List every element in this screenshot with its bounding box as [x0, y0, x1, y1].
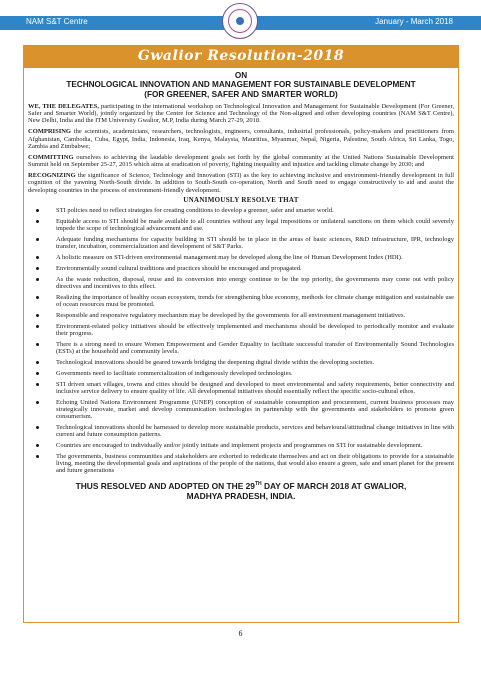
paragraph-delegates	[28, 103, 454, 125]
paragraph-lead: RECOGNIZING	[28, 171, 76, 179]
logo-ring	[228, 9, 252, 33]
paragraph-lead: COMMITTING	[28, 153, 74, 161]
page-number: 6	[238, 629, 243, 638]
list-item	[28, 207, 454, 214]
paragraph-recognizing	[28, 172, 454, 194]
list-item-text: As the waste reduction, disposal, reuse and its conversion into energy continue to be the top priority, the governments may come out with policy directives and incentives to this effect.	[56, 275, 454, 291]
list-item-text: Governments need to facilitate commercialization of indigenously developed technologies.	[56, 369, 293, 377]
list-item	[28, 341, 454, 356]
banner-title: Gwalior Resolution-2018	[137, 48, 345, 64]
list-item	[28, 323, 454, 338]
list-item	[28, 381, 454, 396]
header-issue-date: January - March 2018	[375, 17, 453, 26]
list-item-text: STI driven smart villages, towns and cities should be designed and developed to meet environmental and safety requirements, better connectivity and inclusive service delivery to ensure quality of life. All developmental initiatives should essentially reflect the specific socio-cultural ethos.	[56, 380, 454, 395]
bullet-icon	[36, 325, 39, 328]
bullet-icon	[36, 455, 39, 458]
paragraph-text: participating in the international workshop on Technological Innovation and Management for Sustainable Development (For Greener, Safer and Smarter World), jointly organized by the Centre for Science and Technology of the Non-aligned and other developing countries (NAM S&T Centre), New Delhi, India and the ITM University Gwalior, M.P, India during March 27-29, 2018.	[28, 102, 455, 125]
list-item-text: Equitable access to STI should be made available to all countries without any legal impositions or unilateral sanctions on them which could severely impede the scope of technological advancement and use.	[56, 217, 454, 233]
list-item-text: Countries are encouraged to individually and/or jointly initiate and implement projects and programmes on STI for sustainable development.	[56, 442, 423, 450]
bullet-icon	[36, 372, 39, 375]
bullet-icon	[36, 220, 39, 223]
list-item	[28, 265, 454, 272]
list-item	[28, 236, 454, 251]
bullet-icon	[36, 426, 39, 429]
list-item	[28, 453, 454, 475]
adoption-statement	[28, 479, 454, 501]
bullet-icon	[36, 314, 39, 317]
heading-line2: (FOR GREENER, SAFER AND SMARTER WORLD)	[144, 89, 338, 99]
list-item-text: There is a strong need to ensure Women Empowerment and Gender Equality to facilitate successful transfer of Environmentally Sound Technologies (ESTs) at the household and community levels.	[56, 340, 454, 356]
adoption-line1-start: THUS RESOLVED AND ADOPTED ON THE 29	[75, 480, 255, 491]
list-item	[28, 312, 454, 319]
bullet-icon	[36, 278, 39, 281]
paragraph-text: ourselves to achieving the laudable development goals set forth by the global community at the United Nations Sustainable Development Summit held on September 25-27, 2015 which aims at eradication of poverty, fighting inequality and injustice and tackling climate change by 2030; and	[28, 153, 454, 169]
bullet-icon	[36, 361, 39, 364]
list-item-text: Environment-related policy initiatives should be effectively implemented and mechanisms should be developed to periodically monitor and evaluate their progress.	[56, 322, 454, 338]
paragraph-text: the significance of Science, Technology and Innovation (STI) as the key to achieving inclusive and environment-friendly development in full cognition of the yawning North-South divide. In addition to South-South co-operation, North and South need to engage constructively to aid and assist the developing countries in the process of environment-friendly development.	[28, 171, 454, 194]
paragraph-lead: COMPRISING	[28, 128, 71, 136]
list-item-text: Realizing the importance of healthy ocean ecosystem, trends for strengthening blue economy, methods for climate change mitigation and sustainable use of ocean resources must be promoted.	[56, 293, 454, 309]
paragraph-lead: WE, THE DELEGATES,	[28, 102, 99, 110]
list-item-text: The governments, business communities and stakeholders are exhorted to rededicate themselves and act on their obligations to provide for a sustainable living, meeting the developmental goals and aspirations of the people of the nations, that would also ensure a green, safe and smart planet for the present and future generations	[56, 452, 454, 475]
bullet-icon	[36, 238, 39, 241]
list-item-text: Technological innovations should be harnessed to develop more sustainable products, services and behavioural/attitudinal change initiatives in line with current and future consumption patterns.	[56, 423, 454, 439]
paragraph-committing	[28, 154, 454, 169]
bullet-icon	[36, 296, 39, 299]
list-item-text: A holistic measure on STI-driven environmental management may be developed along the line of Human Development Index (HDI).	[56, 254, 403, 262]
list-item	[28, 254, 454, 261]
list-item	[28, 359, 454, 366]
resolution-banner	[23, 45, 459, 68]
list-item-text: Environmentally sound cultural traditions and practices should be encouraged and propagated.	[56, 264, 302, 272]
list-item-text: Adequate funding mechanisms for capacity building in STI should be in place in the areas of basic sciences, R&D infrastructure, IPR, technology transfer, incubation, commercialization and development of S&T Parks.	[56, 236, 454, 251]
bullet-icon	[36, 444, 39, 447]
list-item	[28, 276, 454, 291]
list-item	[28, 218, 454, 233]
list-item	[28, 424, 454, 439]
resolution-bullets	[28, 207, 454, 475]
nam-logo-icon	[222, 3, 258, 39]
logo-core	[236, 17, 244, 25]
heading-line1: TECHNOLOGICAL INNOVATION AND MANAGEMENT FOR SUSTAINABLE DEVELOPMENT	[66, 80, 416, 90]
header-publisher: NAM S&T Centre	[26, 17, 88, 26]
list-item-text: Responsible and responsive regulatory mechanism may be developed by the governments for all environment management initiatives.	[56, 311, 406, 319]
adoption-line1-end: DAY OF MARCH 2018 AT GWALIOR,	[261, 480, 407, 491]
bullet-icon	[36, 209, 39, 212]
paragraph-text: the scientists, academicians, researchers, technologists, engineers, consultants, industrial professionals, policy-makers and practitioners from Afghanistan, Cambodia, Cuba, Egypt, India, Indonesia, Iraq, Kenya, Malaysia, Mauritius, Myanmar, Nepal, Nigeria, Palestine, South Africa, Sri Lanka, Togo, Zambia and Zimbabwe;	[28, 128, 454, 150]
resolution-content	[28, 71, 454, 501]
adoption-line2: MADHYA PRADESH, INDIA.	[186, 490, 296, 501]
bullet-icon	[36, 256, 39, 259]
list-item	[28, 370, 454, 377]
list-item-text: Technological innovations should be geared towards bridging the deepening digital divide within the developing societies.	[56, 358, 375, 366]
list-item-text: Echoing United Nations Environment Programme (UNEP) conception of sustainable consumption and procurement, current business processes may strategically innovate, market and develop communication technologies in partnership with the governments and stakeholders to promote green consumerism.	[56, 398, 454, 421]
paragraph-comprising	[28, 128, 454, 150]
resolve-heading: UNANIMOUSLY RESOLVE THAT	[183, 195, 299, 204]
heading-on: ON	[234, 71, 248, 80]
bullet-icon	[36, 267, 39, 270]
list-item-text: STI policies need to reflect strategies for creating conditions to develop a greener, safer and smarter world.	[56, 207, 334, 215]
bullet-icon	[36, 383, 39, 386]
bullet-icon	[36, 401, 39, 404]
list-item	[28, 399, 454, 421]
adoption-ordinal: TH	[254, 480, 262, 487]
bullet-icon	[36, 343, 39, 346]
list-item	[28, 442, 454, 449]
list-item	[28, 294, 454, 309]
